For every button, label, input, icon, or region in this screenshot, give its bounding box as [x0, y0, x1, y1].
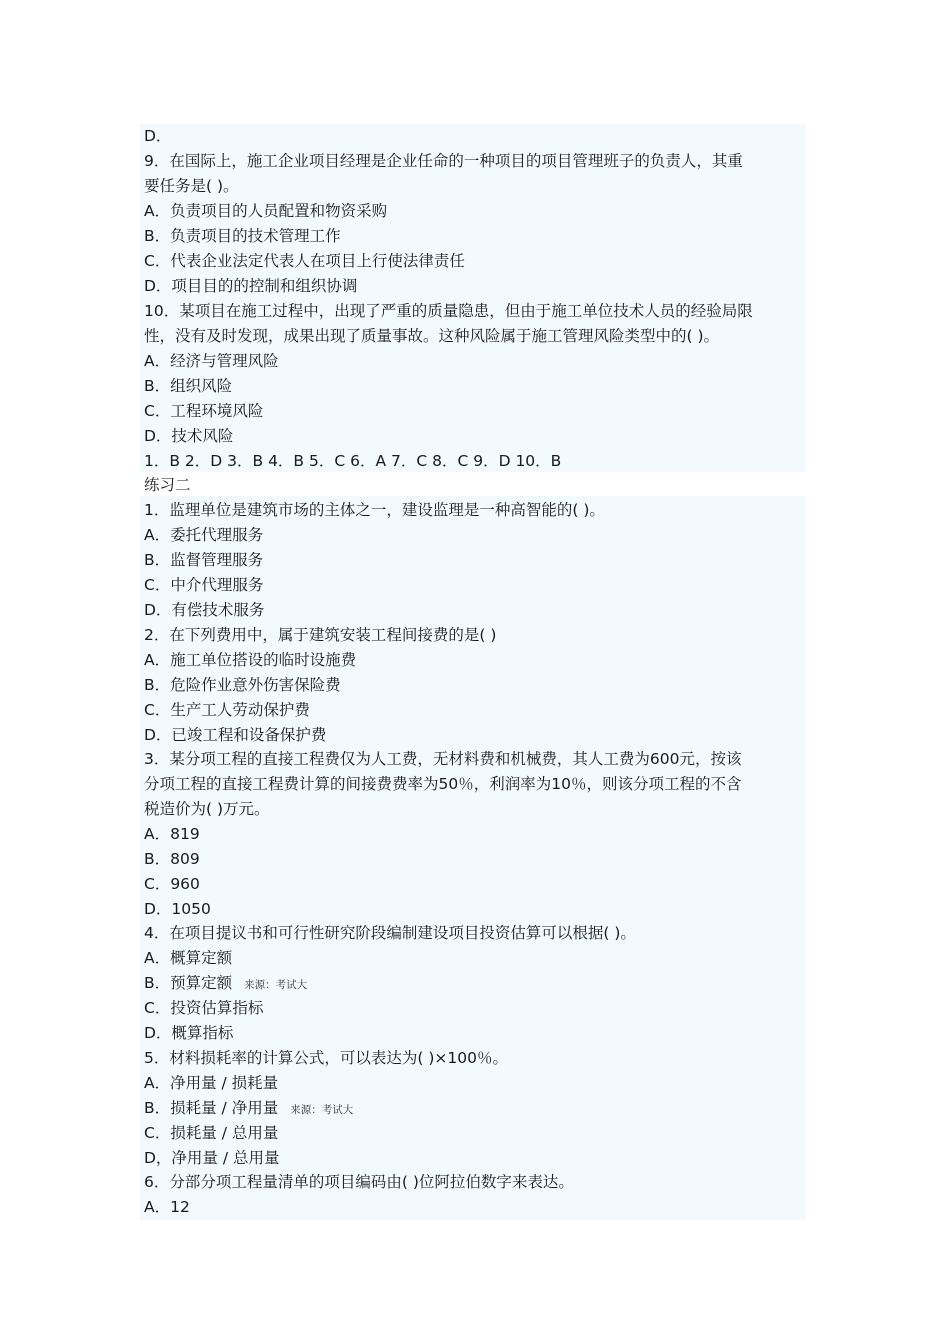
option-line — [144, 872, 804, 896]
text-line-content: 练习二 — [144, 476, 191, 494]
text-line-content: C．中介代理服务 — [144, 576, 264, 594]
text-line-content: B．809 — [144, 850, 200, 868]
question-line — [144, 747, 804, 771]
text-line-content: B．损耗量 / 净用量 — [144, 1099, 279, 1117]
text-line-content: B．监督管理服务 — [144, 551, 264, 569]
text-line-content: 5．材料损耗率的计算公式，可以表达为( )×100％。 — [144, 1049, 508, 1067]
text-line-content: D．有偿技术服务 — [144, 601, 265, 619]
text-line-content: D．1050 — [144, 900, 211, 918]
text-line-content: B．预算定额 — [144, 974, 233, 992]
text-line-content: 10．某项目在施工过程中，出现了严重的质量隐患，但由于施工单位技术人员的经验局限 — [144, 302, 753, 320]
text-line-content: 2．在下列费用中，属于建筑安装工程间接费的是( ) — [144, 626, 497, 644]
option-line — [144, 224, 804, 248]
option-line — [144, 698, 804, 722]
text-line-content: D．项目目的的控制和组织协调 — [144, 277, 358, 295]
text-line-content: 要任务是( )。 — [144, 177, 239, 195]
option-line — [144, 548, 804, 572]
question-line — [144, 772, 804, 796]
text-line-content: A．概算定额 — [144, 949, 233, 967]
question-9-line-2 — [144, 174, 804, 198]
text-line-content: C．工程环境风险 — [144, 402, 264, 420]
text-line-content: 税造价为( )万元。 — [144, 800, 270, 818]
option-line — [144, 648, 804, 672]
text-line-content: 4．在项目提议书和可行性研究阶段编制建设项目投资估算可以根据( )。 — [144, 924, 636, 942]
text-line-content: A．净用量 / 损耗量 — [144, 1074, 279, 1092]
text-line-content: 1．B 2．D 3．B 4．B 5．C 6．A 7．C 8．C 9．D 10．B — [144, 452, 562, 470]
text-line-content: C．损耗量 / 总用量 — [144, 1124, 279, 1142]
option-line — [144, 673, 804, 697]
option-line — [144, 1071, 804, 1095]
text-line-content: D．已竣工程和设备保护费 — [144, 726, 327, 744]
option-line — [144, 349, 804, 373]
text-line-content: 性，没有及时发现，成果出现了质量事故。这种风险属于施工管理风险类型中的( )。 — [144, 327, 720, 345]
text-line-content: 3．某分项工程的直接工程费仅为人工费，无材料费和机械费，其人工费为600元，按该 — [144, 750, 742, 768]
option-line — [144, 199, 804, 223]
text-line-content: A．施工单位搭设的临时设施费 — [144, 651, 357, 669]
text-line-content: A．经济与管理风险 — [144, 352, 279, 370]
text-line-content: B．负责项目的技术管理工作 — [144, 227, 341, 245]
text-line-content: C．代表企业法定代表人在项目上行使法律责任 — [144, 252, 465, 270]
source-note: 来源：考试大 — [244, 979, 308, 991]
option-line — [144, 598, 804, 622]
section-heading — [144, 473, 804, 497]
option-line — [144, 399, 804, 423]
question-line — [144, 1046, 804, 1070]
text-line-content: 9．在国际上，施工企业项目经理是企业任命的一种项目的项目管理班子的负责人，其重 — [144, 152, 743, 170]
question-line — [144, 623, 804, 647]
text-line-content: D，净用量 / 总用量 — [144, 1149, 280, 1167]
option-line — [144, 1195, 804, 1219]
source-note: 来源：考试大 — [290, 1104, 354, 1116]
option-line — [144, 946, 804, 970]
option-line — [144, 723, 804, 747]
text-line-content: B．危险作业意外伤害保险费 — [144, 676, 341, 694]
text-line-content: 6．分部分项工程量清单的项目编码由( )位阿拉伯数字来表达。 — [144, 1173, 574, 1191]
option-line — [144, 424, 804, 448]
text-line-content: D．概算指标 — [144, 1024, 234, 1042]
text-line-content: A．委托代理服务 — [144, 526, 264, 544]
question-9-line-1 — [144, 149, 804, 173]
text-line-content: C．生产工人劳动保护费 — [144, 701, 310, 719]
question-line — [144, 1170, 804, 1194]
option-line — [144, 847, 804, 871]
option-line — [144, 1121, 804, 1145]
option-line — [144, 523, 804, 547]
option-line — [144, 897, 804, 921]
option-line — [144, 274, 804, 298]
option-line — [144, 573, 804, 597]
text-line — [144, 124, 804, 148]
text-line-content: A．12 — [144, 1198, 190, 1216]
question-10-line-2 — [144, 324, 804, 348]
option-line — [144, 249, 804, 273]
option-line — [144, 1146, 804, 1170]
text-line-content: A．负责项目的人员配置和物资采购 — [144, 202, 388, 220]
text-line-content: 1．监理单位是建筑市场的主体之一，建设监理是一种高智能的( )。 — [144, 501, 605, 519]
text-line-content: 分项工程的直接工程费计算的间接费费率为50％，利润率为10％，则该分项工程的不含 — [144, 775, 742, 793]
option-line — [144, 822, 804, 846]
question-line — [144, 797, 804, 821]
text-line-content: A．819 — [144, 825, 200, 843]
text-line-content: D．技术风险 — [144, 427, 234, 445]
option-line — [144, 374, 804, 398]
text-line-content: D． — [144, 127, 172, 145]
question-10-line-1 — [144, 299, 804, 323]
text-line-content: C．960 — [144, 875, 200, 893]
option-line — [144, 996, 804, 1020]
answer-key-line — [144, 449, 804, 473]
option-line — [144, 1021, 804, 1045]
text-line-content: B．组织风险 — [144, 377, 233, 395]
option-line — [144, 1096, 804, 1120]
question-line — [144, 921, 804, 945]
text-line-content: C．投资估算指标 — [144, 999, 264, 1017]
question-line — [144, 498, 804, 522]
option-line — [144, 971, 804, 995]
